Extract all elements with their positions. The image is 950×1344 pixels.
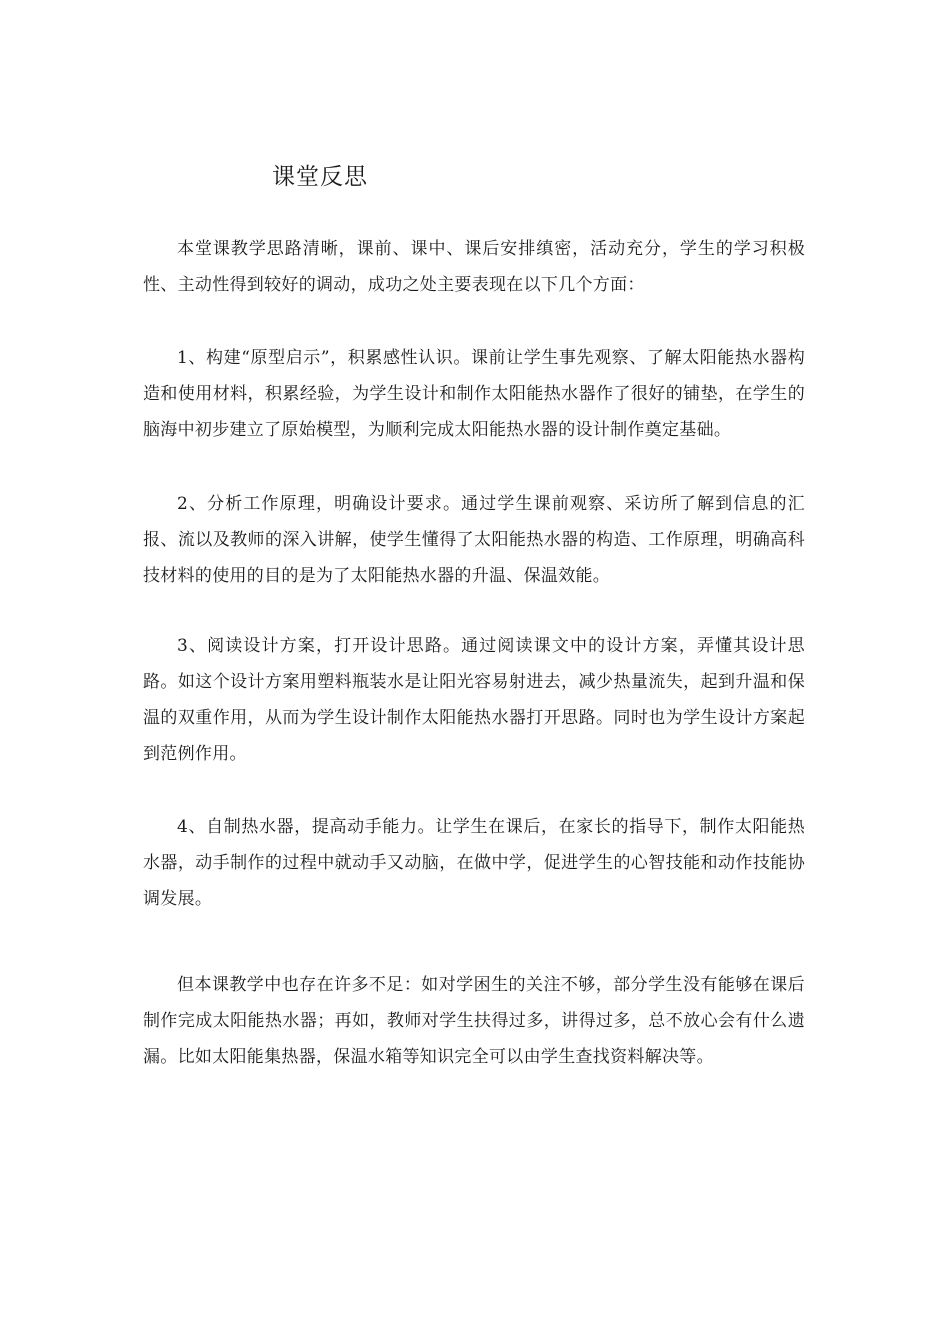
shortcomings-paragraph: 但本课教学中也存在许多不足：如对学困生的关注不够，部分学生没有能够在课后制作完成太阳能热水器；再如，教师对学生扶得过多，讲得过多，总不放心会有什么遗漏。比如太阳能集热器，保温水箱等知识完全可以由学生查找资料解决等。	[143, 975, 805, 1067]
document-title: 课堂反思	[272, 164, 368, 190]
intro-paragraph: 本堂课教学思路清晰，课前、课中、课后安排缜密，活动充分，学生的学习积极性、主动性得到较好的调动，成功之处主要表现在以下几个方面：	[143, 239, 805, 295]
point-2-paragraph: 2、分析工作原理，明确设计要求。通过学生课前观察、采访所了解到信息的汇报、流以及教师的深入讲解，使学生懂得了太阳能热水器的构造、工作原理，明确高科技材料的使用的目的是为了太阳能热水器的升温、保温效能。	[143, 494, 805, 586]
point-3-paragraph: 3、阅读设计方案，打开设计思路。通过阅读课文中的设计方案，弄懂其设计思路。如这个设计方案用塑料瓶装水是让阳光容易射进去，减少热量流失，起到升温和保温的双重作用，从而为学生设计制作太阳能热水器打开思路。同时也为学生设计方案起到范例作用。	[143, 636, 805, 764]
point-4-paragraph: 4、自制热水器，提高动手能力。让学生在课后，在家长的指导下，制作太阳能热水器，动手制作的过程中就动手又动脑，在做中学，促进学生的心智技能和动作技能协调发展。	[143, 817, 805, 909]
point-1-paragraph: 1、构建“原型启示”，积累感性认识。课前让学生事先观察、了解太阳能热水器构造和使用材料，积累经验，为学生设计和制作太阳能热水器作了很好的铺垫，在学生的脑海中初步建立了原始模型，为顺利完成太阳能热水器的设计制作奠定基础。	[143, 348, 805, 440]
